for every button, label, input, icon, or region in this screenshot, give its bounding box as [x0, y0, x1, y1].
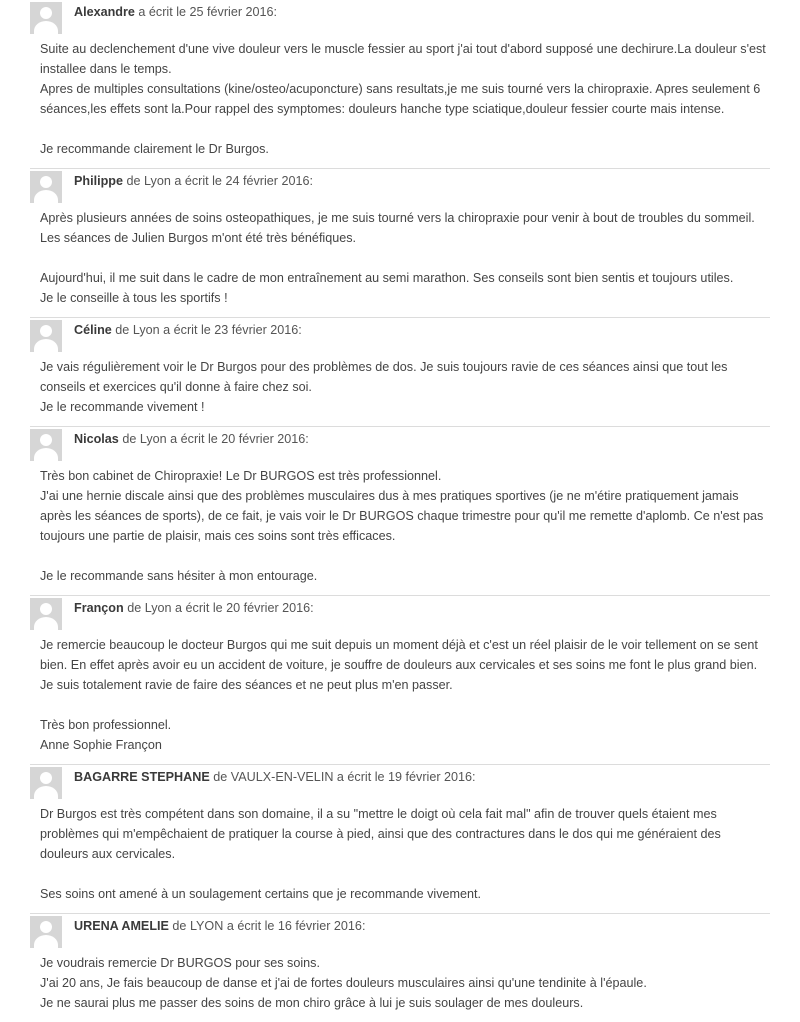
review-text: Je recommande clairement le Dr Burgos. [40, 142, 269, 156]
review-body [30, 352, 770, 417]
review-item [30, 767, 770, 914]
review-meta: Céline de Lyon a écrit le 23 février 2016: [74, 323, 302, 337]
review-header [30, 598, 770, 630]
review-location: Lyon [132, 323, 160, 337]
review-header [30, 767, 770, 799]
review-header [30, 916, 770, 948]
review-author: Nicolas [74, 432, 119, 446]
default-user-icon [30, 916, 62, 948]
review-text: Je le recommande vivement ! [40, 400, 205, 414]
review-body [30, 630, 770, 755]
from-label: de [122, 432, 137, 446]
wrote-label: a écrit le [336, 770, 385, 784]
review-item [30, 916, 770, 1022]
review-text: Je ne saurai plus me passer des soins de mon chiro grâce à lui je suis soulager de mes douleurs. [40, 996, 584, 1010]
wrote-label: a écrit le [226, 919, 275, 933]
review-meta: URENA AMELIE de LYON a écrit le 16 février 2016: [74, 919, 366, 933]
review-text: Anne Sophie Françon [40, 738, 162, 752]
review-meta: BAGARRE STEPHANE de VAULX-EN-VELIN a écrit le 19 février 2016: [74, 770, 476, 784]
review-text: Je suis totalement ravie de faire des séances et ne peut plus m'en passer. [40, 678, 453, 692]
wrote-label: a écrit le [163, 323, 211, 337]
review-location: Lyon [144, 601, 172, 615]
review-body [30, 948, 770, 1013]
review-date: 20 février 2016 [226, 601, 311, 615]
review-item [30, 429, 770, 596]
review-text: Très bon professionnel. [40, 718, 172, 732]
review-text: Je le recommande sans hésiter à mon entourage. [40, 569, 318, 583]
from-label: de [127, 601, 142, 615]
review-text: Je le conseille à tous les sportifs ! [40, 291, 228, 305]
review-text: Je voudrais remercie Dr BURGOS pour ses soins. [40, 956, 320, 970]
review-item [30, 598, 770, 765]
review-text: Très bon cabinet de Chiropraxie! Le Dr BURGOS est très professionnel. [40, 469, 442, 483]
review-location: Lyon [139, 432, 167, 446]
review-author: Céline [74, 323, 112, 337]
review-header [30, 320, 770, 352]
review-date: 25 février 2016 [189, 5, 274, 19]
review-text: J'ai une hernie discale ainsi que des problèmes musculaires dus à mes pratiques sportives (je ne m'étire pratiquement jamais après les séances de sports), de ce fait, je vais voir le Dr BURGOS chaque trimestre pour qu'il me remette d'aplomb. Ce n'est pas toujours une partie de plaisir, mais ces soins sont très efficaces. [40, 489, 764, 543]
review-item [30, 171, 770, 318]
review-location: Lyon [144, 174, 171, 188]
review-body [30, 203, 770, 308]
review-item [30, 320, 770, 427]
review-date: 24 février 2016 [225, 174, 310, 188]
review-date: 23 février 2016 [214, 323, 299, 337]
review-header [30, 2, 770, 34]
review-date: 20 février 2016 [221, 432, 306, 446]
default-user-icon [30, 2, 62, 34]
review-date: 16 février 2016 [277, 919, 362, 933]
review-meta: Françon de Lyon a écrit le 20 février 2016: [74, 601, 314, 615]
wrote-label: a écrit le [138, 5, 187, 19]
review-date: 19 février 2016 [388, 770, 473, 784]
review-meta: Philippe de Lyon a écrit le 24 février 2016: [74, 174, 313, 188]
review-body [30, 461, 770, 586]
default-user-icon [30, 171, 62, 203]
default-user-icon [30, 598, 62, 630]
wrote-label: a écrit le [170, 432, 218, 446]
review-text: Je remercie beaucoup le docteur Burgos qui me suit depuis un moment déjà et c'est un réel plaisir de le voir tellement on se sent bien. En effet après avoir eu un accident de voiture, je souffre de douleurs aux cervicales et ses soins me font le plus grand bien. [40, 638, 758, 672]
default-user-icon [30, 320, 62, 352]
review-header [30, 429, 770, 461]
from-label: de [115, 323, 130, 337]
default-user-icon [30, 429, 62, 461]
from-label: de [172, 919, 187, 933]
wrote-label: a écrit le [175, 601, 223, 615]
review-body [30, 34, 770, 159]
review-body [30, 799, 770, 904]
review-item [30, 2, 770, 169]
review-list [0, 2, 770, 1022]
review-header [30, 171, 770, 203]
review-text: J'ai 20 ans, Je fais beaucoup de danse et j'ai de fortes douleurs musculaires ainsi qu'une tendinite à l'épaule. [40, 976, 647, 990]
review-meta: Alexandre a écrit le 25 février 2016: [74, 5, 278, 19]
review-author: Alexandre [74, 5, 135, 19]
review-text: Apres de multiples consultations (kine/osteo/acuponcture) sans resultats,je me suis tourné vers la chiropraxie. Apres seulement 6 séances,les effets sont la.Pour rappel des symptomes: douleurs hanche type sciatique,douleur fessier courte mais intense. [40, 82, 761, 116]
review-text: Suite au declenchement d'une vive douleur vers le muscle fessier au sport j'ai tout d'abord supposé une dechirure.La douleur s'est installee dans le temps. [40, 42, 766, 76]
review-text: Après plusieurs années de soins osteopathiques, je me suis tourné vers la chiropraxie pour venir à bout de troubles du sommeil. Les séances de Julien Burgos m'ont été très bénéfiques. [40, 211, 755, 245]
review-text: Aujourd'hui, il me suit dans le cadre de mon entraînement au semi marathon. Ses conseils sont bien sentis et toujours utiles. [40, 271, 734, 285]
review-meta: Nicolas de Lyon a écrit le 20 février 2016: [74, 432, 309, 446]
review-location: VAULX-EN-VELIN [230, 770, 334, 784]
wrote-label: a écrit le [174, 174, 222, 188]
review-location: LYON [189, 919, 224, 933]
review-text: Dr Burgos est très compétent dans son domaine, il a su "mettre le doigt où cela fait mal" afin de trouver quels étaient mes problèmes qui m'empêchaient de pratiquer la course à pied, ainsi que des contractures dans le dos qui me généraient des douleurs aux cervicales. [40, 807, 721, 861]
review-text: Je vais régulièrement voir le Dr Burgos pour des problèmes de dos. Je suis toujours ravie de ces séances ainsi que tout les conseils et exercices qu'il donne à faire chez soi. [40, 360, 728, 394]
from-label: de [213, 770, 228, 784]
default-user-icon [30, 767, 62, 799]
from-label: de [126, 174, 141, 188]
review-text: Ses soins ont amené à un soulagement certains que je recommande vivement. [40, 887, 482, 901]
review-author: Françon [74, 601, 124, 615]
review-author: BAGARRE STEPHANE [74, 770, 210, 784]
review-author: URENA AMELIE [74, 919, 169, 933]
review-author: Philippe [74, 174, 123, 188]
